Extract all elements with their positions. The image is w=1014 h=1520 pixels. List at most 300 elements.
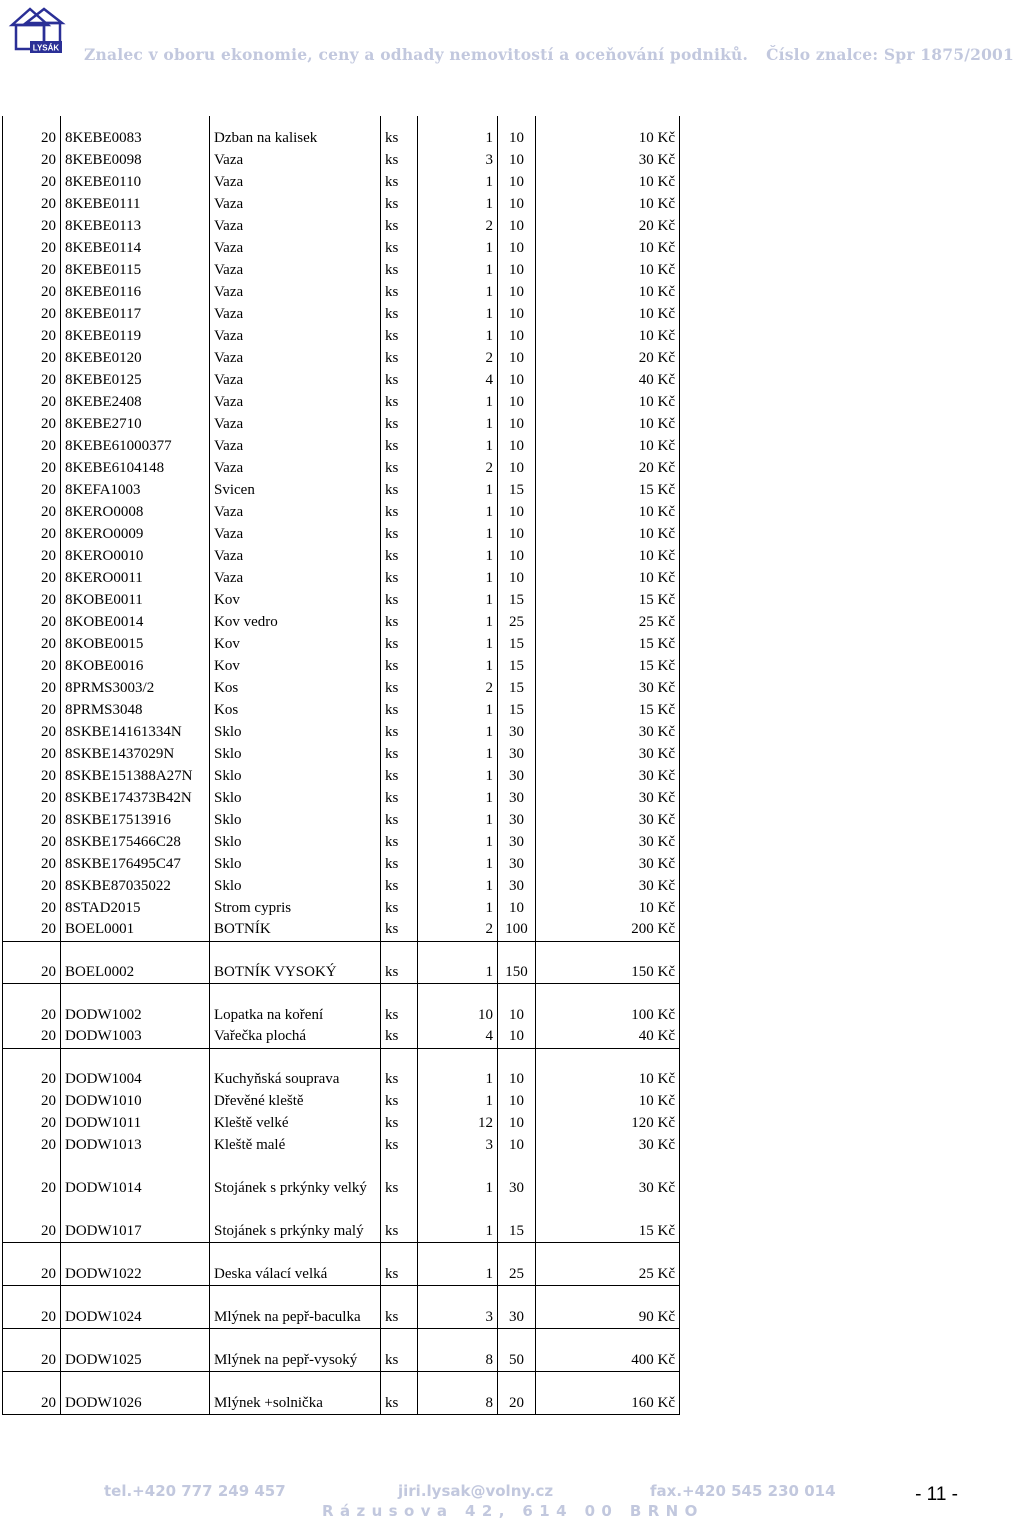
name-cell: Kos — [210, 677, 381, 699]
group-cell: 20 — [3, 1328, 61, 1371]
qty-cell: 1 — [418, 941, 498, 983]
qty-cell: 1 — [418, 413, 498, 435]
price-cell: 15 — [498, 479, 536, 501]
group-cell: 20 — [3, 369, 61, 391]
price-cell: 10 — [498, 193, 536, 215]
name-cell: Sklo — [210, 853, 381, 875]
qty-cell: 10 — [418, 983, 498, 1026]
table-row — [3, 919, 680, 941]
total-cell: 15 Kč — [536, 479, 680, 501]
group-cell: 20 — [3, 677, 61, 699]
price-cell: 20 — [498, 1371, 536, 1414]
table-row — [3, 721, 680, 743]
unit-cell: ks — [381, 391, 418, 413]
name-cell: Vaza — [210, 237, 381, 259]
group-cell: 20 — [3, 721, 61, 743]
group-cell: 20 — [3, 413, 61, 435]
name-cell: Sklo — [210, 787, 381, 809]
total-cell: 25 Kč — [536, 611, 680, 633]
unit-cell: ks — [381, 983, 418, 1026]
unit-cell: ks — [381, 259, 418, 281]
unit-cell: ks — [381, 149, 418, 171]
unit-cell: ks — [381, 1026, 418, 1048]
code-cell: DODW1017 — [61, 1199, 210, 1242]
qty-cell: 1 — [418, 655, 498, 677]
qty-cell: 1 — [418, 853, 498, 875]
code-cell: DODW1010 — [61, 1090, 210, 1112]
unit-cell: ks — [381, 281, 418, 303]
qty-cell: 8 — [418, 1371, 498, 1414]
qty-cell: 1 — [418, 237, 498, 259]
group-cell: 20 — [3, 545, 61, 567]
price-cell: 10 — [498, 325, 536, 347]
code-cell: 8KEBE0116 — [61, 281, 210, 303]
total-cell: 200 Kč — [536, 919, 680, 941]
group-cell: 20 — [3, 1112, 61, 1134]
table-row — [3, 983, 680, 1026]
price-cell: 25 — [498, 1242, 536, 1285]
qty-cell: 1 — [418, 1090, 498, 1112]
name-cell: Sklo — [210, 743, 381, 765]
unit-cell: ks — [381, 215, 418, 237]
total-cell: 30 Kč — [536, 743, 680, 765]
name-cell: Kleště velké — [210, 1112, 381, 1134]
name-cell: Vaza — [210, 369, 381, 391]
name-cell: BOTNÍK — [210, 919, 381, 941]
name-cell: Vaza — [210, 523, 381, 545]
price-cell: 10 — [498, 259, 536, 281]
code-cell: 8PRMS3048 — [61, 699, 210, 721]
name-cell: Vaza — [210, 193, 381, 215]
price-cell: 10 — [498, 116, 536, 149]
table-row — [3, 897, 680, 919]
table-row — [3, 1285, 680, 1328]
name-cell: Sklo — [210, 831, 381, 853]
unit-cell: ks — [381, 171, 418, 193]
group-cell: 20 — [3, 983, 61, 1026]
group-cell: 20 — [3, 1242, 61, 1285]
price-cell: 10 — [498, 567, 536, 589]
price-cell: 10 — [498, 523, 536, 545]
unit-cell: ks — [381, 787, 418, 809]
unit-cell: ks — [381, 567, 418, 589]
name-cell: Vaza — [210, 325, 381, 347]
group-cell: 20 — [3, 237, 61, 259]
name-cell: Vaza — [210, 171, 381, 193]
unit-cell: ks — [381, 1156, 418, 1199]
unit-cell: ks — [381, 479, 418, 501]
table-row — [3, 281, 680, 303]
name-cell: Stojánek s prkýnky malý — [210, 1199, 381, 1242]
name-cell: Mlýnek na pepř-vysoký — [210, 1328, 381, 1371]
group-cell: 20 — [3, 435, 61, 457]
unit-cell: ks — [381, 237, 418, 259]
group-cell: 20 — [3, 1156, 61, 1199]
table-row — [3, 1199, 680, 1242]
code-cell: DODW1026 — [61, 1371, 210, 1414]
name-cell: Vařečka plochá — [210, 1026, 381, 1048]
code-cell: 8SKBE1437029N — [61, 743, 210, 765]
price-cell: 10 — [498, 1134, 536, 1156]
unit-cell: ks — [381, 655, 418, 677]
table-row — [3, 116, 680, 149]
qty-cell: 2 — [418, 215, 498, 237]
qty-cell: 1 — [418, 1242, 498, 1285]
table-row — [3, 633, 680, 655]
group-cell: 20 — [3, 919, 61, 941]
code-cell: 8KEBE0111 — [61, 193, 210, 215]
total-cell: 15 Kč — [536, 699, 680, 721]
unit-cell: ks — [381, 1328, 418, 1371]
table-row — [3, 347, 680, 369]
qty-cell: 1 — [418, 633, 498, 655]
group-cell: 20 — [3, 589, 61, 611]
footer-email: jiri.lysak@volny.cz — [398, 1482, 554, 1500]
total-cell: 30 Kč — [536, 853, 680, 875]
group-cell: 20 — [3, 1285, 61, 1328]
code-cell: 8STAD2015 — [61, 897, 210, 919]
table-row — [3, 237, 680, 259]
total-cell: 10 Kč — [536, 435, 680, 457]
price-cell: 10 — [498, 347, 536, 369]
name-cell: Deska válací velká — [210, 1242, 381, 1285]
group-cell: 20 — [3, 1026, 61, 1048]
group-cell: 20 — [3, 743, 61, 765]
name-cell: Kleště malé — [210, 1134, 381, 1156]
name-cell: Vaza — [210, 303, 381, 325]
group-cell: 20 — [3, 259, 61, 281]
group-cell: 20 — [3, 809, 61, 831]
group-cell: 20 — [3, 765, 61, 787]
total-cell: 10 Kč — [536, 897, 680, 919]
qty-cell: 1 — [418, 479, 498, 501]
unit-cell: ks — [381, 1285, 418, 1328]
price-cell: 150 — [498, 941, 536, 983]
group-cell: 20 — [3, 1134, 61, 1156]
total-cell: 120 Kč — [536, 1112, 680, 1134]
price-cell: 30 — [498, 787, 536, 809]
table-row — [3, 1026, 680, 1048]
total-cell: 30 Kč — [536, 809, 680, 831]
total-cell: 15 Kč — [536, 655, 680, 677]
price-cell: 50 — [498, 1328, 536, 1371]
total-cell: 10 Kč — [536, 1048, 680, 1090]
total-cell: 90 Kč — [536, 1285, 680, 1328]
table-row — [3, 523, 680, 545]
unit-cell: ks — [381, 611, 418, 633]
price-cell: 25 — [498, 611, 536, 633]
name-cell: Kov — [210, 655, 381, 677]
code-cell: 8KERO0009 — [61, 523, 210, 545]
qty-cell: 3 — [418, 1134, 498, 1156]
price-cell: 15 — [498, 589, 536, 611]
qty-cell: 1 — [418, 809, 498, 831]
code-cell: 8KOBE0014 — [61, 611, 210, 633]
total-cell: 10 Kč — [536, 325, 680, 347]
code-cell: 8KEBE0114 — [61, 237, 210, 259]
name-cell: Vaza — [210, 259, 381, 281]
table-row — [3, 325, 680, 347]
price-cell: 15 — [498, 677, 536, 699]
group-cell: 20 — [3, 347, 61, 369]
price-cell: 30 — [498, 809, 536, 831]
table-row — [3, 1134, 680, 1156]
total-cell: 15 Kč — [536, 1199, 680, 1242]
total-cell: 40 Kč — [536, 1026, 680, 1048]
code-cell: 8SKBE175466C28 — [61, 831, 210, 853]
total-cell: 30 Kč — [536, 787, 680, 809]
price-cell: 10 — [498, 1112, 536, 1134]
total-cell: 20 Kč — [536, 347, 680, 369]
code-cell: DODW1003 — [61, 1026, 210, 1048]
price-cell: 10 — [498, 149, 536, 171]
name-cell: Vaza — [210, 435, 381, 457]
price-cell: 15 — [498, 633, 536, 655]
code-cell: 8KEBE0083 — [61, 116, 210, 149]
qty-cell: 4 — [418, 369, 498, 391]
unit-cell: ks — [381, 1242, 418, 1285]
unit-cell: ks — [381, 435, 418, 457]
group-cell: 20 — [3, 567, 61, 589]
unit-cell: ks — [381, 1090, 418, 1112]
group-cell: 20 — [3, 875, 61, 897]
code-cell: 8SKBE174373B42N — [61, 787, 210, 809]
code-cell: DODW1004 — [61, 1048, 210, 1090]
qty-cell: 1 — [418, 875, 498, 897]
group-cell: 20 — [3, 699, 61, 721]
table-row — [3, 215, 680, 237]
name-cell: Kos — [210, 699, 381, 721]
group-cell: 20 — [3, 116, 61, 149]
table-row — [3, 435, 680, 457]
group-cell: 20 — [3, 193, 61, 215]
price-cell: 30 — [498, 875, 536, 897]
group-cell: 20 — [3, 941, 61, 983]
code-cell: DODW1011 — [61, 1112, 210, 1134]
unit-cell: ks — [381, 941, 418, 983]
code-cell: 8KEBE0110 — [61, 171, 210, 193]
group-cell: 20 — [3, 853, 61, 875]
expert-number: Číslo znalce: Spr 1875/2001 — [766, 45, 1014, 64]
name-cell: Sklo — [210, 765, 381, 787]
name-cell: Sklo — [210, 809, 381, 831]
total-cell: 40 Kč — [536, 369, 680, 391]
code-cell: DODW1013 — [61, 1134, 210, 1156]
unit-cell: ks — [381, 523, 418, 545]
price-cell: 30 — [498, 721, 536, 743]
name-cell: Strom cypris — [210, 897, 381, 919]
total-cell: 20 Kč — [536, 457, 680, 479]
qty-cell: 3 — [418, 1285, 498, 1328]
group-cell: 20 — [3, 215, 61, 237]
total-cell: 10 Kč — [536, 391, 680, 413]
qty-cell: 1 — [418, 699, 498, 721]
code-cell: 8KOBE0015 — [61, 633, 210, 655]
unit-cell: ks — [381, 721, 418, 743]
name-cell: Stojánek s prkýnky velký — [210, 1156, 381, 1199]
total-cell: 20 Kč — [536, 215, 680, 237]
group-cell: 20 — [3, 633, 61, 655]
group-cell: 20 — [3, 171, 61, 193]
total-cell: 10 Kč — [536, 281, 680, 303]
total-cell: 10 Kč — [536, 1090, 680, 1112]
table-row — [3, 501, 680, 523]
code-cell: 8KERO0010 — [61, 545, 210, 567]
qty-cell: 1 — [418, 303, 498, 325]
qty-cell: 1 — [418, 765, 498, 787]
code-cell: BOEL0002 — [61, 941, 210, 983]
price-cell: 30 — [498, 831, 536, 853]
name-cell: Kuchyňská souprava — [210, 1048, 381, 1090]
price-cell: 10 — [498, 237, 536, 259]
table-row — [3, 875, 680, 897]
qty-cell: 2 — [418, 457, 498, 479]
group-cell: 20 — [3, 303, 61, 325]
table-row — [3, 1090, 680, 1112]
price-cell: 100 — [498, 919, 536, 941]
group-cell: 20 — [3, 1048, 61, 1090]
total-cell: 15 Kč — [536, 589, 680, 611]
total-cell: 30 Kč — [536, 149, 680, 171]
total-cell: 30 Kč — [536, 1156, 680, 1199]
table-row — [3, 765, 680, 787]
table-row — [3, 1371, 680, 1414]
total-cell: 10 Kč — [536, 523, 680, 545]
unit-cell: ks — [381, 1371, 418, 1414]
group-cell: 20 — [3, 281, 61, 303]
group-cell: 20 — [3, 457, 61, 479]
unit-cell: ks — [381, 809, 418, 831]
footer-fax: fax.+420 545 230 014 — [650, 1482, 836, 1500]
name-cell: Vaza — [210, 347, 381, 369]
company-logo — [8, 5, 66, 55]
inventory-table — [2, 116, 680, 1415]
table-row — [3, 567, 680, 589]
total-cell: 10 Kč — [536, 171, 680, 193]
code-cell: 8SKBE176495C47 — [61, 853, 210, 875]
unit-cell: ks — [381, 501, 418, 523]
name-cell: Kov — [210, 589, 381, 611]
unit-cell: ks — [381, 853, 418, 875]
qty-cell: 1 — [418, 589, 498, 611]
unit-cell: ks — [381, 699, 418, 721]
qty-cell: 1 — [418, 743, 498, 765]
table-row — [3, 303, 680, 325]
code-cell: 8KEBE2408 — [61, 391, 210, 413]
table-row — [3, 149, 680, 171]
table-row — [3, 369, 680, 391]
price-cell: 10 — [498, 1090, 536, 1112]
code-cell: 8SKBE87035022 — [61, 875, 210, 897]
total-cell: 400 Kč — [536, 1328, 680, 1371]
table-row — [3, 831, 680, 853]
name-cell: Vaza — [210, 567, 381, 589]
table-row — [3, 545, 680, 567]
qty-cell: 4 — [418, 1026, 498, 1048]
qty-cell: 1 — [418, 1156, 498, 1199]
name-cell: Vaza — [210, 501, 381, 523]
table-row — [3, 611, 680, 633]
price-cell: 10 — [498, 457, 536, 479]
unit-cell: ks — [381, 457, 418, 479]
total-cell: 10 Kč — [536, 501, 680, 523]
code-cell: BOEL0001 — [61, 919, 210, 941]
price-cell: 10 — [498, 391, 536, 413]
price-cell: 10 — [498, 897, 536, 919]
group-cell: 20 — [3, 479, 61, 501]
name-cell: Vaza — [210, 281, 381, 303]
unit-cell: ks — [381, 116, 418, 149]
table-row — [3, 259, 680, 281]
total-cell: 160 Kč — [536, 1371, 680, 1414]
price-cell: 10 — [498, 983, 536, 1026]
price-cell: 30 — [498, 853, 536, 875]
code-cell: 8KOBE0016 — [61, 655, 210, 677]
group-cell: 20 — [3, 391, 61, 413]
price-cell: 10 — [498, 171, 536, 193]
price-cell: 15 — [498, 1199, 536, 1242]
table-row — [3, 1048, 680, 1090]
group-cell: 20 — [3, 831, 61, 853]
group-cell: 20 — [3, 523, 61, 545]
total-cell: 10 Kč — [536, 303, 680, 325]
total-cell: 30 Kč — [536, 1134, 680, 1156]
table-row — [3, 1156, 680, 1199]
name-cell: Vaza — [210, 149, 381, 171]
code-cell: 8KEBE0125 — [61, 369, 210, 391]
qty-cell: 1 — [418, 523, 498, 545]
qty-cell: 1 — [418, 787, 498, 809]
price-cell: 10 — [498, 369, 536, 391]
table-row — [3, 171, 680, 193]
name-cell: BOTNÍK VYSOKÝ — [210, 941, 381, 983]
price-cell: 10 — [498, 545, 536, 567]
price-cell: 10 — [498, 281, 536, 303]
name-cell: Mlýnek +solnička — [210, 1371, 381, 1414]
price-cell: 30 — [498, 743, 536, 765]
total-cell: 10 Kč — [536, 567, 680, 589]
qty-cell: 1 — [418, 435, 498, 457]
table-row — [3, 941, 680, 983]
name-cell: Vaza — [210, 391, 381, 413]
table-row — [3, 391, 680, 413]
unit-cell: ks — [381, 677, 418, 699]
qty-cell: 1 — [418, 193, 498, 215]
table-row — [3, 809, 680, 831]
qty-cell: 1 — [418, 325, 498, 347]
unit-cell: ks — [381, 633, 418, 655]
group-cell: 20 — [3, 1090, 61, 1112]
total-cell: 150 Kč — [536, 941, 680, 983]
qty-cell: 2 — [418, 919, 498, 941]
group-cell: 20 — [3, 655, 61, 677]
price-cell: 10 — [498, 303, 536, 325]
code-cell: 8KEBE0115 — [61, 259, 210, 281]
unit-cell: ks — [381, 413, 418, 435]
code-cell: 8KEBE0113 — [61, 215, 210, 237]
qty-cell: 1 — [418, 281, 498, 303]
code-cell: DODW1014 — [61, 1156, 210, 1199]
footer-address: Rázusova 42, 614 00 BRNO — [322, 1502, 704, 1520]
price-cell: 10 — [498, 1026, 536, 1048]
code-cell: 8KOBE0011 — [61, 589, 210, 611]
qty-cell: 1 — [418, 391, 498, 413]
total-cell: 15 Kč — [536, 633, 680, 655]
price-cell: 10 — [498, 413, 536, 435]
qty-cell: 1 — [418, 116, 498, 149]
table-row — [3, 743, 680, 765]
price-cell: 10 — [498, 215, 536, 237]
